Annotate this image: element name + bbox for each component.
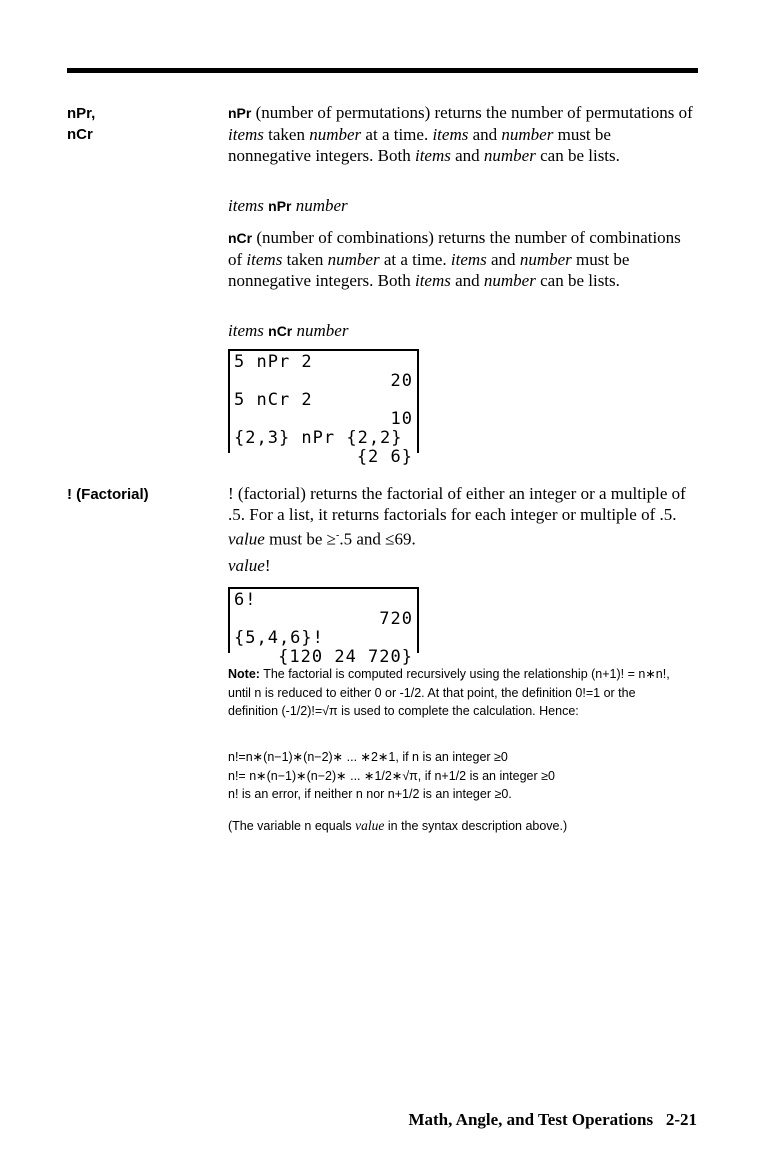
factorial-calculator-screen — [228, 587, 419, 667]
factorial-formulas — [228, 748, 688, 804]
screen-line: 5 nPr 2 — [234, 352, 313, 372]
formula-line: n!= n∗(n−1)∗(n−2)∗ ... ∗1/2∗√π, if n+1/2 is an integer ≥0 — [228, 768, 555, 783]
screen-line: 6! — [234, 590, 257, 610]
screen-line: {5,4,6}! — [234, 628, 324, 648]
formula-line: n!=n∗(n−1)∗(n−2)∗ ... ∗2∗1, if n is an integer ≥0 — [228, 750, 508, 764]
screen-line: 20 — [390, 371, 413, 391]
note-prefix: Note: — [228, 667, 260, 681]
ncr-syntax: items nCr number — [228, 321, 349, 340]
screen-line: 720 — [379, 609, 413, 629]
variable-note: (The variable n equals value in the syntax description above.) — [228, 818, 568, 833]
ncr-description: nCr (number of combinations) returns the number of combinations of items taken number at a time. items and number must be nonnegative integers. Both items and number can be lists. — [228, 228, 681, 290]
factorial-label: ! (Factorial) — [67, 486, 149, 503]
screen-line: {2 6} — [356, 447, 413, 467]
factorial-syntax: value! — [228, 556, 271, 575]
npr-label: nPr, — [67, 105, 96, 122]
screen-line: 5 nCr 2 — [234, 390, 313, 410]
screen-line: {2,3} nPr {2,2} — [234, 428, 403, 448]
npr-description: nPr (number of permutations) returns the number of permutations of items taken number at a time. items and number must be nonnegative integers. Both items and number can be lists. — [228, 103, 693, 165]
screen-line: 10 — [390, 409, 413, 429]
top-rule — [67, 68, 698, 73]
formula-line: n! is an error, if neither n nor n+1/2 is an integer ≥0. — [228, 787, 512, 801]
screen-line: {120 24 720} — [278, 647, 413, 667]
page-footer: Math, Angle, and Test Operations 2-21 — [408, 1110, 697, 1129]
npr-ncr-calculator-screen — [228, 349, 419, 467]
ncr-keyword: nCr — [228, 230, 253, 246]
npr-keyword: nPr — [228, 105, 252, 121]
factorial-note: Note: The factorial is computed recursively using the relationship (n+1)! = n∗n!, until n is reduced to either 0 or -1/2. At that point, the definition 0!=1 or the definition (-1/2)!=√π is used to complete the calculation. Hence: — [228, 667, 670, 718]
npr-syntax: items nPr number — [228, 196, 348, 215]
npr-ncr-label — [67, 103, 95, 145]
factorial-description: ! (factorial) returns the factorial of either an integer or a multiple of .5. For a list, it returns factorials for each integer or multiple of .5. value must be ≥-.5 and ≤69. — [228, 484, 686, 549]
ncr-label: nCr — [67, 126, 93, 143]
